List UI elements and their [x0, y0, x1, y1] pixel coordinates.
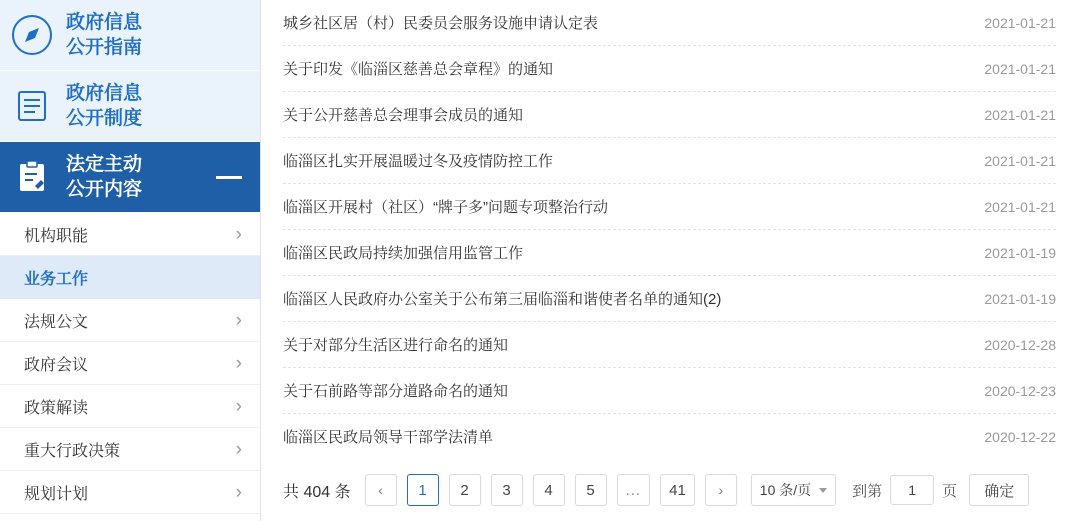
list-item-title[interactable]: 城乡社区居（村）民委员会服务设施申请认定表: [283, 15, 599, 32]
page-button-41[interactable]: 41: [660, 474, 695, 506]
nav-line1: 政府信息: [66, 83, 143, 104]
page-button-2[interactable]: 2: [449, 474, 481, 506]
list-item-date: 2021-01-19: [984, 290, 1056, 307]
nav-line2: 公开内容: [66, 179, 143, 200]
article-list: [261, 0, 1078, 460]
list-item-date: 2021-01-21: [984, 152, 1056, 169]
sidebar-item-zhengfuhuiyi[interactable]: [0, 342, 260, 385]
chevron-right-icon: ›: [235, 352, 242, 374]
list-item-title[interactable]: 关于对部分生活区进行命名的通知: [283, 337, 509, 354]
sidebar-nav-content[interactable]: [0, 142, 260, 213]
list-item[interactable]: [283, 138, 1056, 184]
page-button-1[interactable]: 1: [407, 474, 439, 506]
nav-line2: 公开指南: [66, 37, 143, 58]
document-icon: [10, 84, 54, 128]
chevron-right-icon: ›: [235, 438, 242, 460]
list-item[interactable]: [283, 92, 1056, 138]
list-item[interactable]: [283, 184, 1056, 230]
sidebar-nav-content-label: [66, 152, 142, 202]
sidebar-item-label: 法规公文: [24, 313, 89, 331]
chevron-right-icon: ›: [235, 309, 242, 331]
sidebar-item-jigouzhineng[interactable]: [0, 213, 260, 256]
chevron-right-icon: ›: [235, 395, 242, 417]
page-button-4[interactable]: 4: [533, 474, 565, 506]
jump-label: 到第: [852, 482, 883, 500]
sidebar-nav-guide[interactable]: [0, 0, 260, 71]
next-page-button[interactable]: ›: [705, 474, 737, 506]
sidebar-item-label: 重大行政决策: [24, 442, 121, 460]
list-item[interactable]: [283, 276, 1056, 322]
list-item-title[interactable]: 临淄区人民政府办公室关于公布第三届临淄和谐使者名单的通知(2): [283, 291, 722, 308]
nav-line1: 政府信息: [66, 12, 143, 33]
sidebar-item-label: 政府会议: [24, 356, 89, 374]
page-button-5[interactable]: 5: [575, 474, 607, 506]
list-item-date: 2020-12-23: [984, 382, 1056, 399]
sidebar-nav-system[interactable]: [0, 71, 260, 142]
sidebar-item-label: 政策解读: [24, 399, 89, 417]
list-item-date: 2021-01-21: [984, 60, 1056, 77]
list-item-title[interactable]: 临淄区民政局持续加强信用监管工作: [283, 245, 524, 262]
clipboard-icon: [10, 155, 54, 199]
page-ellipsis[interactable]: ...: [617, 474, 651, 506]
jump-page-input[interactable]: 1: [890, 475, 934, 505]
list-item-date: 2021-01-21: [984, 106, 1056, 123]
list-item-date: 2020-12-22: [984, 428, 1056, 445]
chevron-right-icon: ›: [235, 223, 242, 245]
sidebar-item-yewugongzuo[interactable]: [0, 256, 260, 299]
list-item-title[interactable]: 临淄区开展村（社区）“牌子多”问题专项整治行动: [283, 199, 608, 216]
list-item[interactable]: [283, 230, 1056, 276]
sidebar-item-guihuajihua[interactable]: [0, 471, 260, 514]
compass-icon: [10, 13, 54, 57]
list-item-title[interactable]: 关于印发《临淄区慈善总会章程》的通知: [283, 61, 554, 78]
sidebar-item-zhongdaxingzheng[interactable]: [0, 428, 260, 471]
nav-line2: 公开制度: [66, 108, 143, 129]
collapse-icon[interactable]: [216, 176, 242, 179]
list-item-title[interactable]: 关于石前路等部分道路命名的通知: [283, 383, 509, 400]
prev-page-button[interactable]: ‹: [365, 474, 397, 506]
sidebar-nav-guide-label: [66, 10, 142, 60]
list-item[interactable]: [283, 414, 1056, 460]
list-item-date: 2020-12-28: [984, 336, 1056, 353]
list-item[interactable]: [283, 0, 1056, 46]
page-button-3[interactable]: 3: [491, 474, 523, 506]
sidebar-item-zhengcejiedu[interactable]: [0, 385, 260, 428]
sidebar-item-label: 机构职能: [24, 227, 89, 245]
chevron-down-icon: [819, 488, 827, 493]
list-item-date: 2021-01-21: [984, 14, 1056, 31]
sidebar-item-fagui[interactable]: [0, 299, 260, 342]
list-item-title[interactable]: 临淄区民政局领导干部学法清单: [283, 429, 494, 446]
page-size-select[interactable]: [751, 474, 836, 506]
sidebar-item-label: 规划计划: [24, 485, 89, 503]
page-size-value: 10 条/页: [759, 482, 812, 498]
list-item-date: 2021-01-21: [984, 198, 1056, 215]
pagination: [261, 459, 1078, 521]
jump-unit-label: 页: [942, 482, 958, 500]
list-item[interactable]: [283, 322, 1056, 368]
list-item-title[interactable]: 关于公开慈善总会理事会成员的通知: [283, 107, 524, 124]
total-count: 共 404 条: [283, 483, 351, 501]
list-item[interactable]: [283, 46, 1056, 92]
list-item[interactable]: [283, 368, 1056, 414]
chevron-right-icon: ›: [235, 481, 242, 503]
sidebar-item-label: 业务工作: [24, 270, 89, 288]
sidebar-nav-system-label: [66, 81, 142, 131]
confirm-button[interactable]: 确定: [969, 474, 1029, 506]
list-item-date: 2021-01-19: [984, 244, 1056, 261]
nav-line1: 法定主动: [66, 154, 143, 175]
sidebar: [0, 0, 261, 521]
main-content: [261, 0, 1078, 521]
list-item-title[interactable]: 临淄区扎实开展温暖过冬及疫情防控工作: [283, 153, 554, 170]
